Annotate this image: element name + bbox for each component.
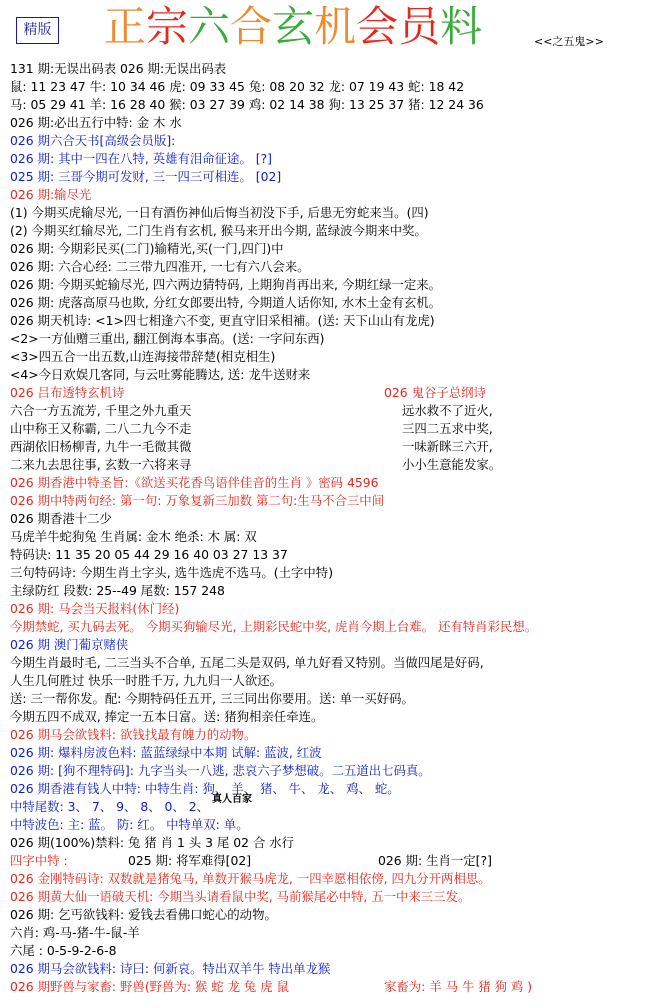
text-line: 送: 三一帮你发。配: 今期特码任五开, 三三同出你要用。送: 单一买好码。 (10, 691, 414, 706)
text-cell: 六合一方五流芳, 千里之外九重天 (10, 403, 192, 418)
title-char: 六 (188, 2, 231, 51)
text-line: 026 期: 其中一四在八特, 英雄有泪命征途。 [?] (10, 151, 273, 166)
title-char: 会 (356, 2, 399, 51)
text-line: 026 期:必出五行中特: 金 木 水 (10, 115, 182, 130)
text-line: 主绿防红 段数: 25--49 尾数: 157 248 (10, 583, 225, 598)
text-cell: 三四二五求中奖, (402, 421, 493, 436)
text-line: 西湖依旧杨柳青, 九牛一毛微其微 (10, 439, 192, 454)
text-line: 026 期香港十二少 (10, 511, 112, 526)
text-line: 025 期: 三哥今期可发财, 三一四三可相连。 [02] (10, 169, 282, 184)
text-line: 026 期: 今期买蛇输尽光, 四六两边猜特码, 上期狗肖再出来, 今期红绿一定来。 (10, 277, 442, 292)
text-line: (1) 今期买虎输尽光, 一日有酒伤神仙后悔当初没下手, 后患无穷蛇来当。(四) (10, 205, 429, 220)
text-line: 六尾 : 0-5-9-2-6-8 (10, 943, 117, 958)
text-line: 026 期香港有钱人中特: 中特生肖: 狗、 羊、 猪、 牛、 龙、 鸡、 蛇。 (10, 781, 400, 796)
title-char: 料 (440, 2, 483, 51)
text-line: 026 期: 今期彩民买(二门)输精光,买(一门,四门)中 (10, 241, 284, 256)
text-cell: 026 鬼谷子总纲诗 (384, 385, 486, 400)
text-line: 026 期中特两句经: 第一句: 万象复新三加数 第二句:生马不合三中间 (10, 493, 385, 508)
text-line: 026 期马会欲钱料: 欲钱找最有魄力的动物。 (10, 727, 257, 742)
text-line: 026 期: 马会当天报料(休门经) (10, 601, 180, 616)
text-line: 今期五四不成双, 捧定一五本日富。送: 猪狗相亲任牵连。 (10, 709, 324, 724)
text-line: 马: 05 29 41 羊: 16 28 40 猴: 03 27 39 鸡: 02 14 38 狗: 13 25 37 猪: 12 24 36 (10, 97, 484, 112)
text-cell: 026 期黄大仙一语破天机: 今期当头请看鼠中奖, 马前猴尾必中特, 五一中来三三发。 (10, 889, 471, 904)
text-line: 今期生肖最时毛, 二三当头不合单, 五尾二头是双码, 单九好看又特别。当做四尾是好码, (10, 655, 484, 670)
text-line: 中特波色: 主: 蓝。 防: 红。 中特单双: 单。 (10, 817, 249, 832)
text-line: 026 期: 乞丐欲钱料: 爱钱去看佛口蛇心的动物。 (10, 907, 277, 922)
text-line: 026 期: 爆料房波色料: 蓝蓝绿绿中本期 试解: 蓝波, 红波 (10, 745, 322, 760)
text-line: 026 期马会欲钱料: 诗曰: 何新哀。特出双羊牛 特出单龙猴 (10, 961, 331, 976)
text-cell: 远水救不了近火, (402, 403, 493, 418)
text-line: 中特尾数: 3、 7、 9、 8、 0、 2、 (10, 799, 210, 814)
text-cell: 四字中特 : (10, 853, 68, 868)
text-cell: 026 吕布透特玄机诗 (10, 385, 125, 400)
text-line: <4>今日欢娱几客同, 与云吐雾能腾达, 送: 龙牛送财来 (10, 367, 311, 382)
text-cell: 026 金刚特码诗: 双数就是猪兔马, 单数开猴马虎龙, 一四幸愿相依傍, 四九分开两相思。 (10, 871, 491, 886)
text-line: 026 期 澳门葡京赌侠 (10, 637, 129, 652)
text-line: 026 期六合天书[高级会员版]: (10, 133, 176, 148)
text-line: (2) 今期买红输尽光, 二门生肖有玄机, 猴马来开出今期, 蓝绿波今期来中奖。 (10, 223, 427, 238)
text-cell: 026 期野兽与家畜: 野兽(野兽为: 猴 蛇 龙 兔 虎 鼠 (10, 979, 289, 994)
text-line: 026 期: [狗不理特码]: 九字当头一八逃, 悲哀六子梦想破。二五道出七码真。 (10, 763, 431, 778)
author-tag: <<之五鬼>> (534, 35, 604, 48)
title-char: 机 (314, 2, 357, 51)
text-line: 026 期: 虎落高原马也欺, 分红女郎要出特, 今期道人话你知, 水木土金有玄机。 (10, 295, 442, 310)
text-line: 二来九去思往事, 玄数一六将来寻 (10, 457, 192, 472)
text-line: 鼠: 11 23 47 牛: 10 34 46 虎: 09 33 45 兔: 08 20 32 龙: 07 19 43 蛇: 18 42 (10, 79, 465, 94)
title-char: 正 (104, 2, 147, 51)
text-cell: 025 期: 将军难得[02] (128, 853, 252, 868)
text-line: <3>四五合一出五数,山连海接带辞楚(相克相生) (10, 349, 276, 364)
text-line: 马虎羊牛蛇狗兔 生肖属: 金木 绝杀: 木 属: 双 (10, 529, 257, 544)
title-char: 宗 (146, 2, 189, 51)
text-line: <2>一方仙赠三重出, 翻江倒海本事高。(送: 一字问东西) (10, 331, 325, 346)
title-char: 合 (230, 2, 273, 51)
text-line: 三句特码诗: 今期生肖土字头, 选牛选虎不选马。(土字中特) (10, 565, 334, 580)
text-line: 026 期: 六合心经: 二三带九四准开, 一七有六八会来。 (10, 259, 310, 274)
text-line: 026 期(100%)禁料: 兔 猪 肖 1 头 3 尾 02 合 水行 (10, 835, 295, 850)
text-cell: 一味新眯三六开, (402, 439, 493, 454)
text-line: 026 期天机诗: <1>四七相逢六不变, 更直守旧采相補。(送: 天下山山有龙虎) (10, 313, 435, 328)
text-cell: 家畜为: 羊 马 牛 猪 狗 鸡 ) (384, 979, 533, 994)
text-line: 六肖: 鸡-马-猪-牛-鼠-羊 (10, 925, 140, 940)
title-char: 员 (398, 2, 441, 51)
text-line: 131 期:无误出码表 026 期:无误出码表 (10, 61, 227, 76)
overlay-label: 真人百家 (212, 794, 252, 805)
text-cell: 026 期: 生肖一定[?] (378, 853, 492, 868)
text-cell: 小小生意能发家。 (402, 457, 502, 472)
page-title (104, 2, 482, 52)
title-char: 玄 (272, 2, 315, 51)
text-line: 026 期香港中特圣旨:《欲送买花香鸟语伴佳音的生肖 》密码 4596 (10, 475, 379, 490)
text-line: 026 期:输尽光 (10, 187, 92, 202)
text-cell: 山中称王又称霸, 二八二九今不走 (10, 421, 192, 436)
version-badge: 精版 (16, 17, 59, 44)
text-line: 特码诀: 11 35 20 05 44 29 16 40 03 27 13 37 (10, 547, 288, 562)
header (0, 0, 667, 58)
text-line: 人生几何胜过 快乐一时胜千万, 九九归一人欲还。 (10, 673, 283, 688)
text-line: 今期禁蛇, 买九码去死。 今期买狗输尽光, 上期彩民蛇中奖, 虎肖今期上台难。 还有特肖彩民想。 (10, 619, 538, 634)
